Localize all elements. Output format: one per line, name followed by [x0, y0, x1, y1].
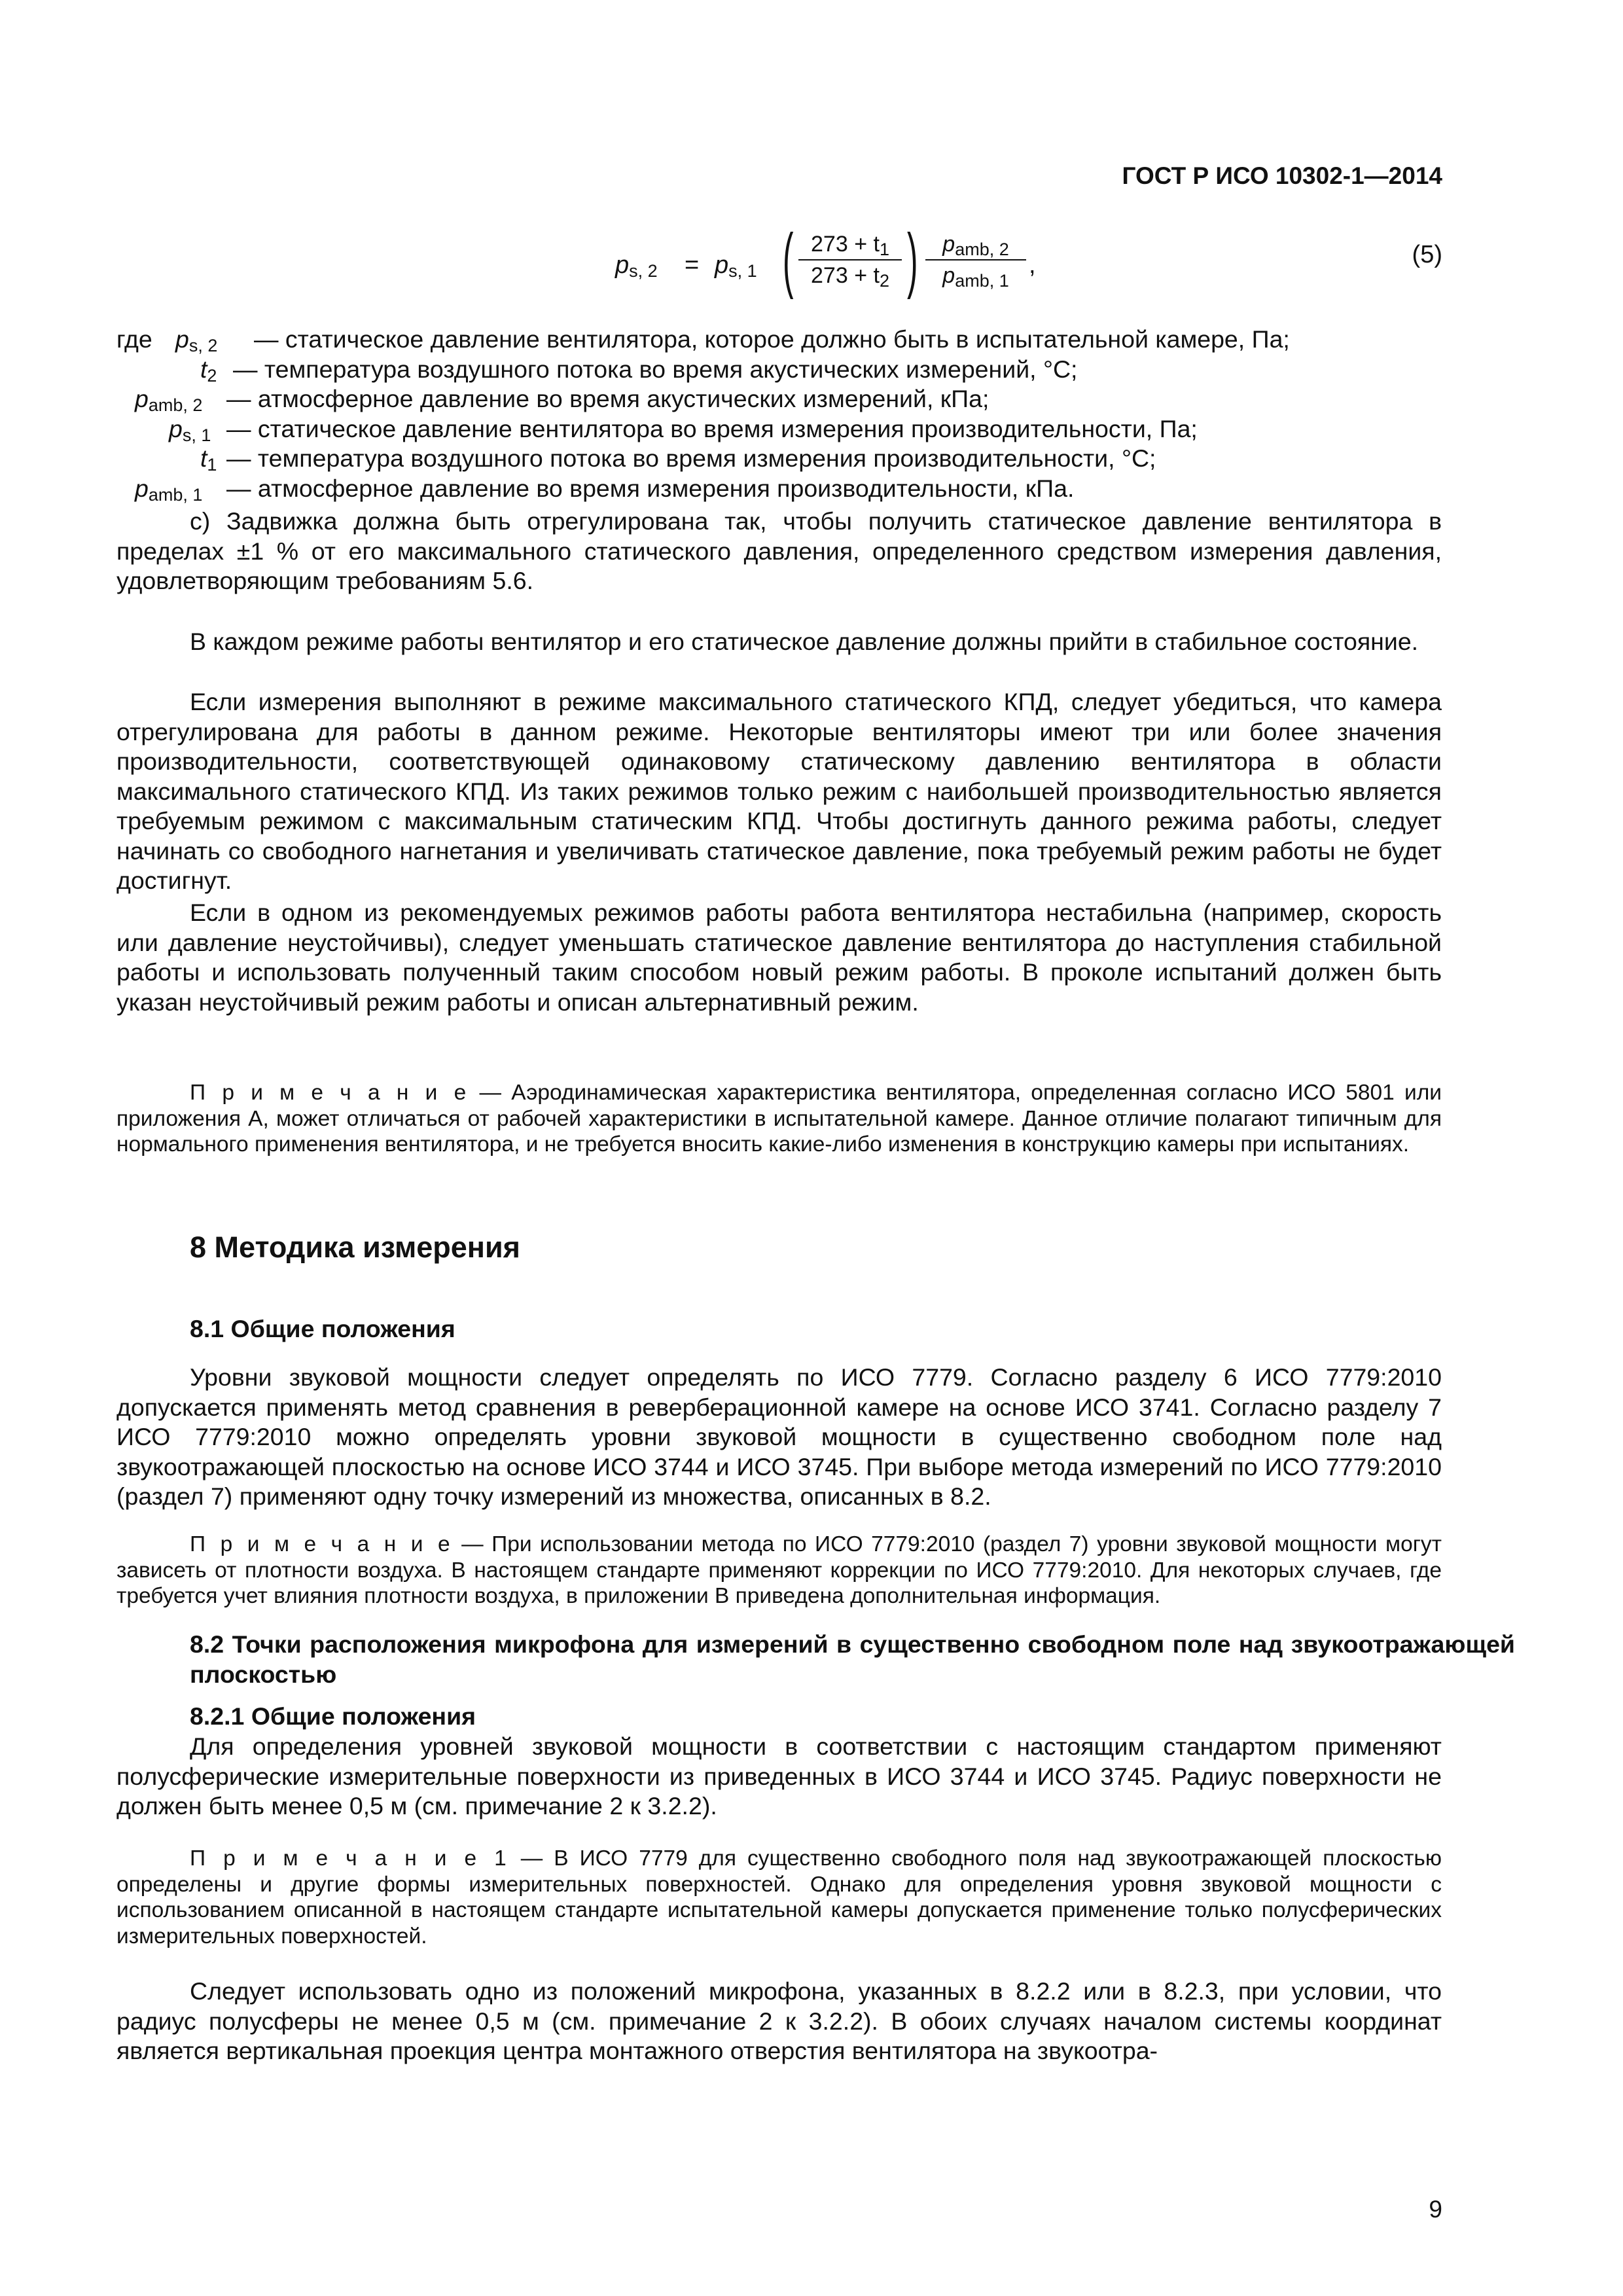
paragraph-8-1: Уровни звуковой мощности следует определять по ИСО 7779. Согласно разделу 6 ИСО 7779:2010 допускается применять метод сравнения в реверберационной камере на основе ИСО 3741. Согласно разделу 7 ИСО 7779:2010 можно определять уровни звуковой мощности в существенно свободном поле над звукоотражающей плоскостью на основе ИСО 3744 и ИСО 3745. При выборе метода измерений по ИСО 7779:2010 (раздел 7) применяют одну точку измерений из множества, описанных в 8.2.: [116, 1363, 1442, 1511]
section-8-2-1-title: 8.2.1 Общие положения: [190, 1702, 476, 1730]
document-header: ГОСТ Р ИСО 10302-1—2014: [1122, 162, 1442, 189]
paragraph-unstable: Если в одном из рекомендуемых режимов работы работа вентилятора нестабильна (например, скорость или давление неустойчивы), следует уменьшать статическое давление вентилятора до наступления стабильной работы и использовать полученный таким способом новый режим работы. В проколе испытаний должен быть указан неустойчивый режим работы и описан альтернативный режим.: [116, 899, 1442, 1016]
note-aerodynamic: П р и м е ч а н и е — Аэродинамическая характеристика вентилятора, определенная согласно ИСО 5801 или приложения А, может отличаться от рабочей характеристики в испытательной камере. Данное отличие полагают типичным для нормального применения вентилятора, и не требуется вносить какие-либо изменения в конструкцию камеры при испытаниях.: [116, 1081, 1442, 1157]
formula-pressure-fraction: $p_{amb, 2}$ $p_{amb, 1}$: [925, 229, 1026, 291]
note-1-surfaces: П р и м е ч а н и е 1 — В ИСО 7779 для существенно свободного поля над звукоотражающей плоскостью определены и другие формы измерительных поверхностей. Однако для определения уровня звуковой мощности с использованием описанной в настоящем стандарте испытательной камеры допускается применение только полусферических измерительных поверхностей.: [116, 1846, 1442, 1948]
page-number: 9: [1429, 2196, 1442, 2223]
definition-row: где $p_{s, 2}$ — статическое давление вентилятора, которое должно быть в испытательной камере, Па;: [116, 325, 1290, 355]
section-8-title: 8 Методика измерения: [190, 1230, 520, 1264]
formula-comma: ,: [1029, 251, 1036, 279]
section-8-1-title: 8.1 Общие положения: [190, 1315, 455, 1342]
paragraph-max-efficiency: Если измерения выполняют в режиме максимального статического КПД, следует убедиться, что камера отрегулирована для работы в данном режиме. Некоторые вентиляторы имеют три или более значения производительности, соответствующей одинаковому статическому давлению вентилятора в области максимального статического КПД. Из таких режимов только режим с наибольшей производительностью является требуемым режимом с максимальным статическим КПД. Чтобы достигнуть данного режима работы, следует начинать со свободного нагнетания и увеличивать статическое давление, пока требуемый режим работы не будет достигнут.: [116, 688, 1442, 895]
definition-row: $t_2$ — температура воздушного потока во время акустических измерений, °С;: [200, 355, 1078, 386]
variable-definitions: [116, 325, 1458, 503]
definition-row: $p_{amb, 2}$ — атмосферное давление во время акустических измерений, кПа;: [135, 385, 990, 415]
note-air-density: П р и м е ч а н и е — При использовании метода по ИСО 7779:2010 (раздел 7) уровни звуковой мощности могут зависеть от плотности воздуха. В настоящем стандарте применяют коррекции по ИСО 7779:2010. Для некоторых случаев, где требуется учет влияния плотности воздуха, в приложении В приведена дополнительная информация.: [116, 1532, 1442, 1609]
definition-row: $p_{amb, 1}$ — атмосферное давление во время измерения производительности, кПа.: [135, 474, 1075, 505]
paragraph-microphone-positions: Следует использовать одно из положений микрофона, указанных в 8.2.2 или в 8.2.3, при условии, что радиус полусферы не менее 0,5 м (см. примечание 2 к 3.2.2). В обоих случаях началом системы координат является вертикальная проекция центра монтажного отверстия вентилятора на звукоотра-: [116, 1977, 1442, 2065]
paragraph-8-2-1: Для определения уровней звуковой мощности в соответствии с настоящим стандартом применяют полусферические измерительные поверхности из приведенных в ИСО 3744 и ИСО 3745. Радиус поверхности не должен быть менее 0,5 м (см. примечание 2 к 3.2.2).: [116, 1732, 1442, 1820]
formula-left-paren: (: [783, 219, 794, 300]
formula-lhs: $p_{s, 2}$: [615, 251, 658, 281]
formula-equals: =: [685, 251, 700, 279]
paragraph-stable: В каждом режиме работы вентилятор и его статическое давление должны прийти в стабильное состояние.: [190, 628, 1419, 655]
where-label: где: [116, 325, 152, 353]
formula-right-paren: ): [907, 219, 918, 300]
formula-rhs-factor: $p_{s, 1}$: [715, 251, 757, 281]
section-8-2-title: 8.2 Точки расположения микрофона для измерений в существенно свободном поле над звукоотражающей плоскостью: [190, 1630, 1515, 1688]
paragraph-c: с) Задвижка должна быть отрегулирована так, чтобы получить статическое давление вентилятора в пределах ±1 % от его максимального статического давления, определенного средством измерения давления, удовлетворяющим требованиям 5.6.: [116, 507, 1442, 595]
formula-number: (5): [1412, 241, 1442, 268]
formula-temperature-fraction: $273 + t_1$ $273 + t_2$: [798, 229, 902, 291]
definition-row: $p_{s, 1}$ — статическое давление вентилятора во время измерения производительности, Па;: [169, 414, 1198, 445]
definition-row: $t_1$ — температура воздушного потока во время измерения производительности, °С;: [200, 444, 1156, 475]
